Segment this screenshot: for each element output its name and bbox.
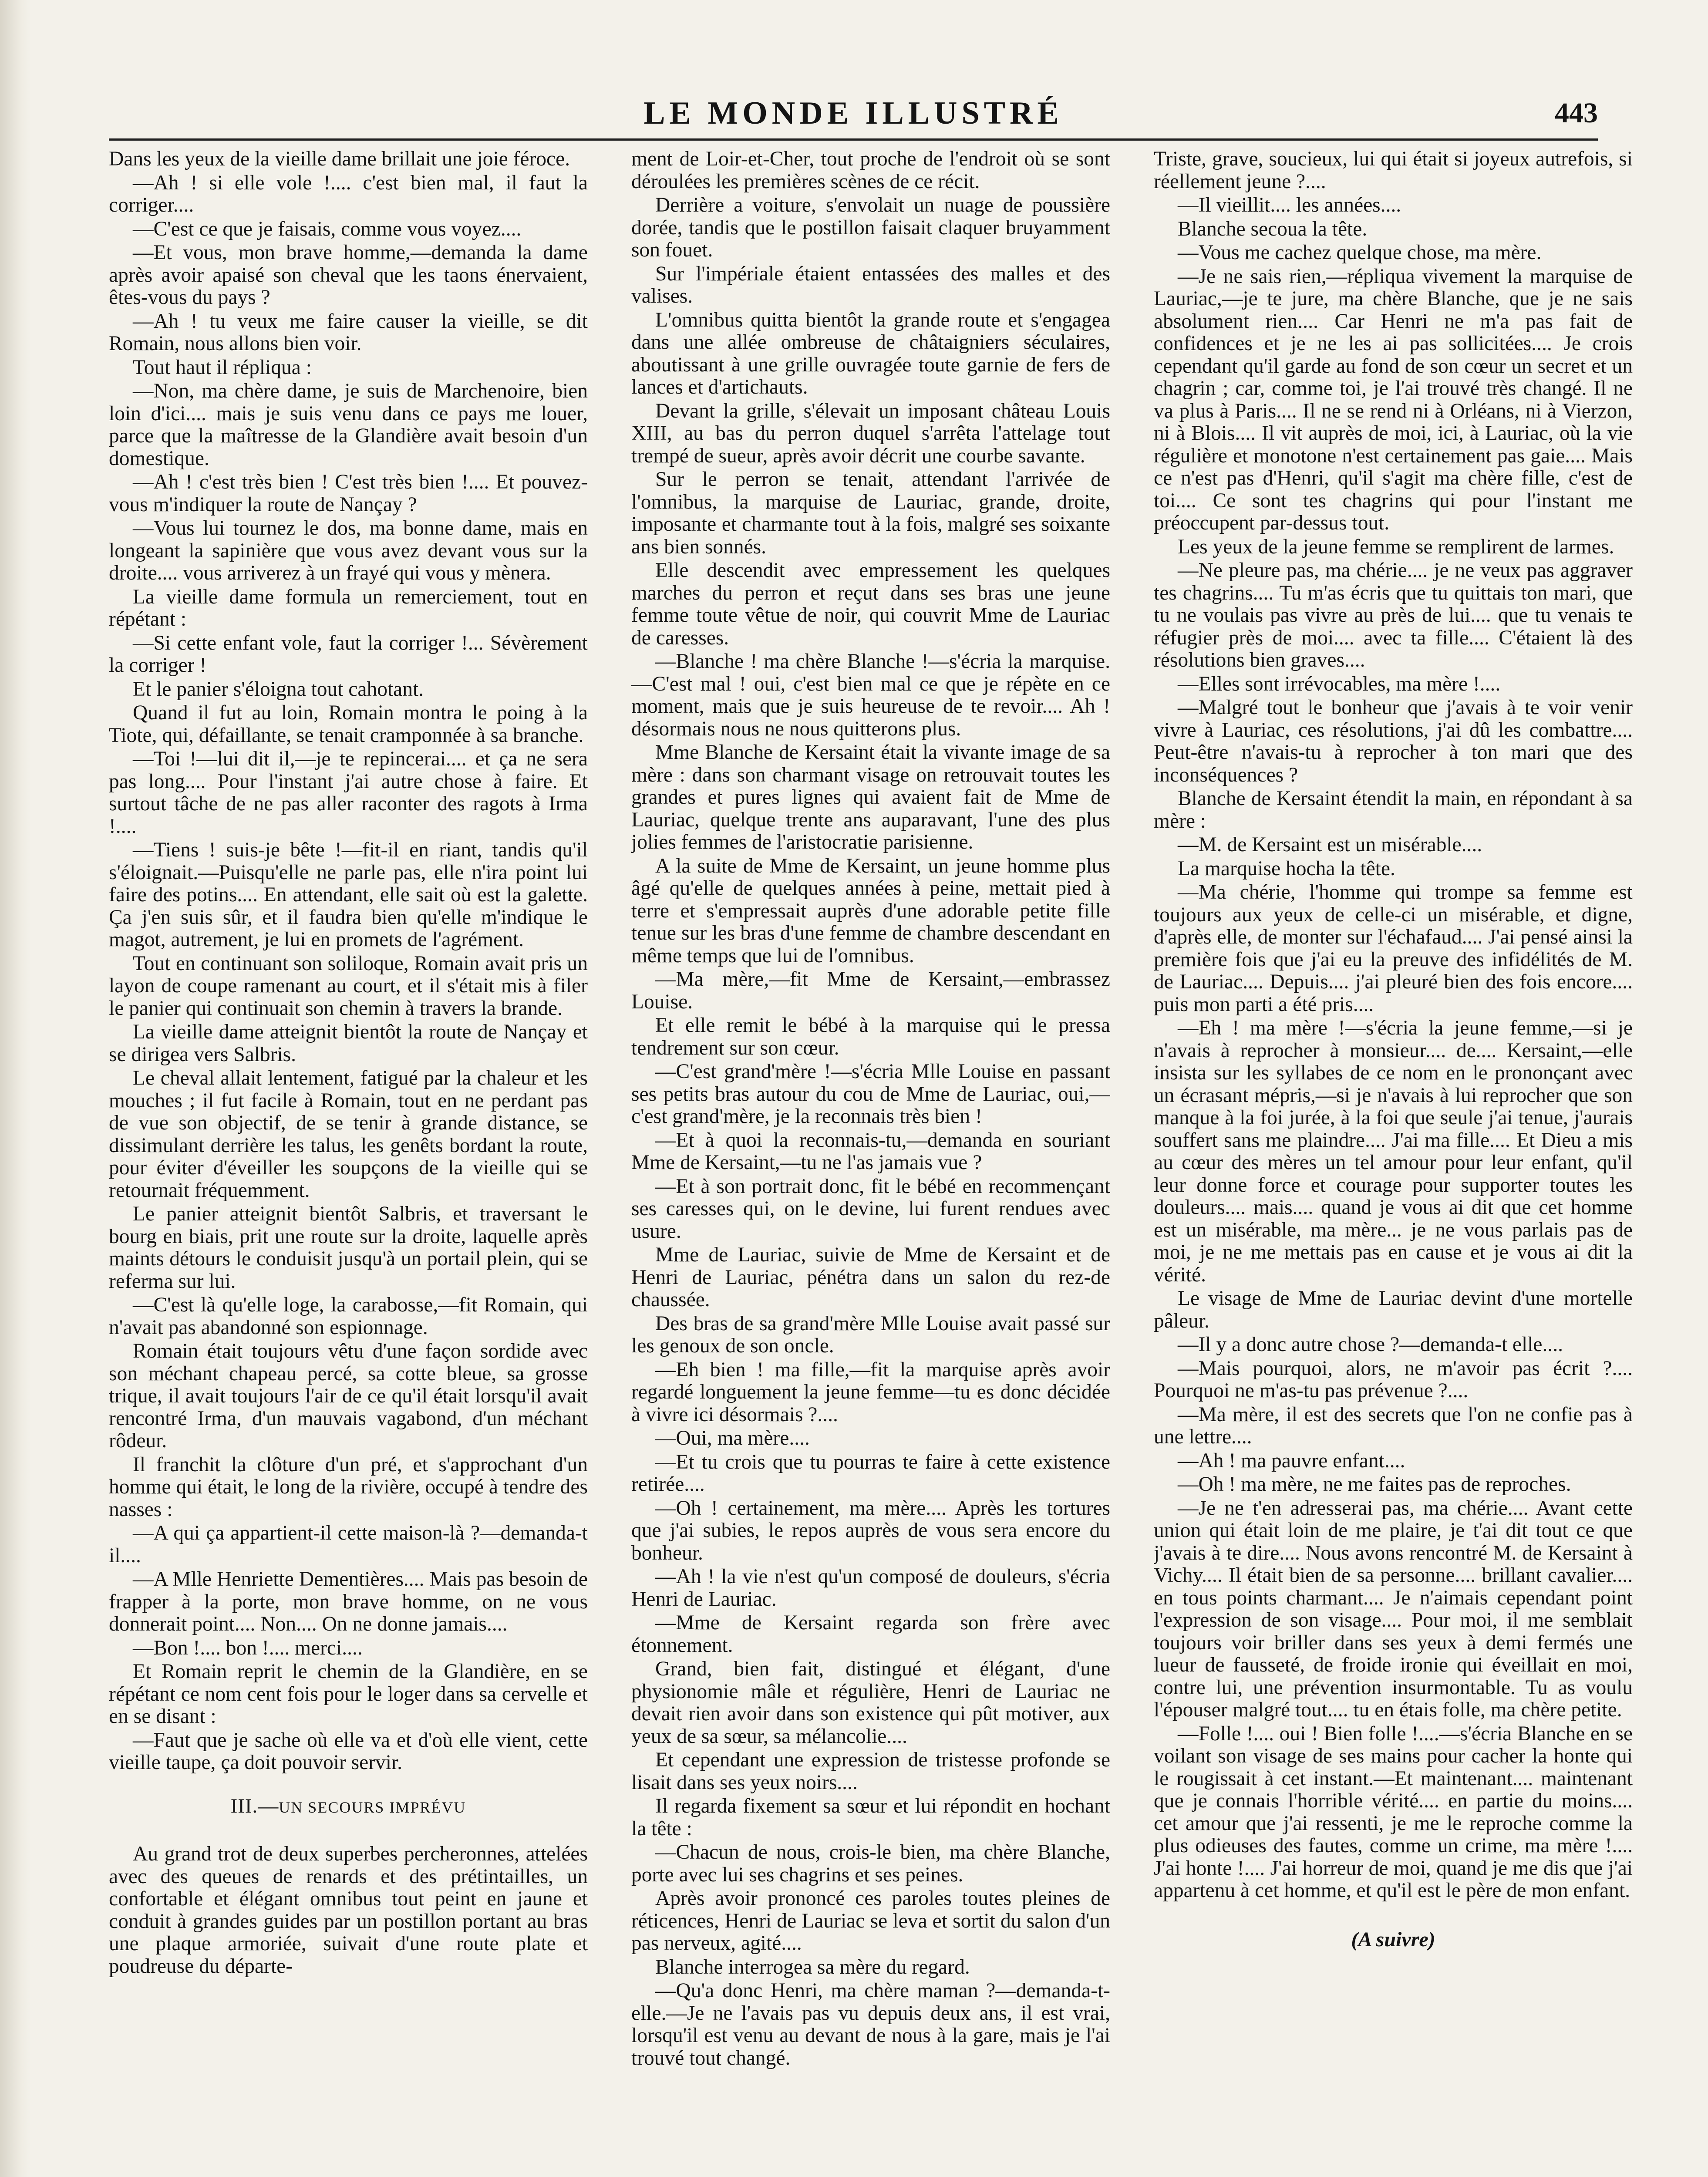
- paragraph: —C'est grand'mère !—s'écria Mlle Louise en passant ses petits bras autour du cou de Mme de Lauriac, oui,—c'est grand'mère, je la reconnais très bien !: [631, 1060, 1110, 1128]
- paragraph: —Si cette enfant vole, faut la corriger !... Sévèrement la corriger !: [109, 631, 588, 677]
- paragraph: —Vous lui tournez le dos, ma bonne dame, mais en longeant la sapinière que vous avez devant vous sur la droite.... vous arriverez à un frayé qui vous y mènera.: [109, 517, 588, 584]
- paragraph: —C'est là qu'elle loge, la carabosse,—fit Romain, qui n'avait pas abandonné son espionnage.: [109, 1294, 588, 1339]
- column-2: [631, 148, 1110, 2177]
- paragraph: —Ma chérie, l'homme qui trompe sa femme est toujours aux yeux de celle-ci un misérable, et digne, d'après elle, de monter sur l'échafaud.... J'ai pensé ainsi la première fois que j'ai eu la preuve des infidélités de M. de Lauriac.... Depuis.... j'ai pleuré bien des fois encore.... puis mon parti a été pris....: [1154, 881, 1633, 1016]
- paragraph: —Tiens ! suis-je bête !—fit-il en riant, tandis qu'il s'éloignait.—Puisqu'elle ne parle pas, elle n'ira point lui faire des potins.... En attendant, elle sait où est la galette. Ça j'en suis sûr, et il faudra bien qu'elle m'indique le magot, autrement, je lui en promets de l'agrément.: [109, 839, 588, 951]
- paragraph: Il franchit la clôture d'un pré, et s'approchant d'un homme qui était, le long de la rivière, occupé à tendre des nasses :: [109, 1453, 588, 1521]
- header-rule: [109, 138, 1598, 141]
- paragraph: —Malgré tout le bonheur que j'avais à te voir venir vivre à Lauriac, ces résolutions, j'ai dû les combattre.... Peut-être n'avais-tu à reprocher à ton mari que des inconséquences ?: [1154, 696, 1633, 786]
- paragraph: Le panier atteignit bientôt Salbris, et traversant le bourg en biais, prit une route sur la droite, laquelle après maints détours le conduisit jusqu'à un portail plein, qui se referma sur lui.: [109, 1203, 588, 1293]
- paragraph: —Ah ! tu veux me faire causer la vieille, se dit Romain, nous allons bien voir.: [109, 310, 588, 355]
- paragraph: —Il y a donc autre chose ?—demanda-t elle....: [1178, 1333, 1563, 1356]
- paragraph: —Oh ! certainement, ma mère.... Après les tortures que j'ai subies, le repos auprès de vous sera encore du bonheur.: [631, 1496, 1110, 1564]
- scan-edge: [0, 0, 30, 2177]
- paragraph: —Et à quoi la reconnais-tu,—demanda en souriant Mme de Kersaint,—tu ne l'as jamais vue ?: [631, 1129, 1110, 1174]
- paragraph: —Ah ! la vie n'est qu'un composé de douleurs, s'écria Henri de Lauriac.: [631, 1565, 1110, 1611]
- column-2-paragraphs: [631, 148, 1110, 2069]
- paragraph: —Ma mère, il est des secrets que l'on ne confie pas à une lettre....: [1154, 1403, 1633, 1448]
- paragraph: La vieille dame formula un remerciement, tout en répétant :: [109, 585, 588, 630]
- paragraph: A la suite de Mme de Kersaint, un jeune homme plus âgé qu'elle de quelques années à peine, mettait pied à terre et s'empressait auprès d'une adorable petite fille tenue sur les bras d'une femme de chambre descendant en même temps que lui de l'omnibus.: [631, 854, 1110, 967]
- paragraph: —Il vieillit.... les années....: [1178, 194, 1401, 216]
- paragraph: —Mme de Kersaint regarda son frère avec étonnement.: [631, 1611, 1110, 1657]
- column-3: [1154, 148, 1633, 2177]
- section-number: III.—: [230, 1794, 279, 1817]
- paragraph: Des bras de sa grand'mère Mlle Louise avait passé sur les genoux de son oncle.: [631, 1312, 1110, 1357]
- paragraph: Grand, bien fait, distingué et élégant, d'une physionomie mâle et régulière, Henri de Lauriac ne devait rien avoir dans son existence qui pût motiver, aux yeux de sa sœur, sa mélancolie....: [631, 1658, 1110, 1748]
- paragraph: —Vous me cachez quelque chose, ma mère.: [1178, 241, 1542, 264]
- paragraph: Tout en continuant son soliloque, Romain avait pris un layon de coupe ramenant au court, et il s'était mis à filer le panier qui continuait son chemin à travers la brande.: [109, 952, 588, 1020]
- paragraph: Et Romain reprit le chemin de la Glandière, en se répétant ce nom cent fois pour le loger dans sa cervelle et en se disant :: [109, 1660, 588, 1728]
- paragraph: Et le panier s'éloigna tout cahotant.: [133, 677, 424, 701]
- paragraph: —Et vous, mon brave homme,—demanda la dame après avoir apaisé son cheval que les taons énervaient, êtes-vous du pays ?: [109, 241, 588, 309]
- paragraph: Elle descendit avec empressement les quelques marches du perron et reçut dans ses bras une jeune femme toute vêtue de noir, qui couvrit Mme de Lauriac de caresses.: [631, 559, 1110, 649]
- paragraph: Blanche secoua la tête.: [1178, 217, 1368, 240]
- paragraph: —Chacun de nous, crois-le bien, ma chère Blanche, porte avec lui ses chagrins et ses peines.: [631, 1841, 1110, 1886]
- paragraph: —Non, ma chère dame, je suis de Marchenoire, bien loin d'ici.... mais je suis venu dans ce pays me louer, parce que la maîtresse de la Glandière avait besoin d'un domestique.: [109, 380, 588, 470]
- paragraph: ment de Loir-et-Cher, tout proche de l'endroit où se sont déroulées les premières scènes de ce récit.: [631, 148, 1110, 193]
- paragraph: Sur l'impériale étaient entassées des malles et des valises.: [631, 262, 1110, 307]
- paragraph: —Elles sont irrévocables, ma mère !....: [1178, 672, 1501, 695]
- section-title: UN SECOURS IMPRÉVU: [279, 1798, 466, 1816]
- paragraph: —Blanche ! ma chère Blanche !—s'écria la marquise.—C'est mal ! oui, c'est bien mal ce que je répète en ce moment, mais que je suis heureuse de te revoir.... Ah ! désormais nous ne nous quitterons plus.: [631, 650, 1110, 740]
- paragraph: Sur le perron se tenait, attendant l'arrivée de l'omnibus, la marquise de Lauriac, grande, droite, imposante et charmante tout à la fois, malgré ses soixante ans bien sonnés.: [631, 468, 1110, 558]
- page-header: [109, 94, 1598, 135]
- paragraph: Dans les yeux de la vieille dame brillait une joie féroce.: [109, 148, 570, 170]
- paragraph: Mme de Lauriac, suivie de Mme de Kersaint et de Henri de Lauriac, pénétra dans un salon du rez-de chaussée.: [631, 1244, 1110, 1311]
- paragraph: Romain était toujours vêtu d'une façon sordide avec son méchant chapeau percé, sa cotte bleue, sa grosse trique, il avait toujours l'air de ce qu'il était lorsqu'il avait rencontré Irma, d'un mauvais vagabond, d'un méchant rôdeur.: [109, 1340, 588, 1452]
- paragraph: Derrière a voiture, s'envolait un nuage de poussière dorée, tandis que le postillon faisait claquer bruyamment son fouet.: [631, 194, 1110, 261]
- paragraph: Après avoir prononcé ces paroles toutes pleines de réticences, Henri de Lauriac se leva et sortit du salon d'un pas nerveux, agité....: [631, 1887, 1110, 1955]
- paragraph: —C'est ce que je faisais, comme vous voyez....: [133, 217, 522, 240]
- paragraph: —Ne pleure pas, ma chérie.... je ne veux pas aggraver tes chagrins.... Tu m'as écris que tu quittais ton mari, que tu ne voulais pas vivre au près de lui.... que tu venais te réfugier près de moi.... avec ta fille.... C'étaient là des résolutions bien graves....: [1154, 559, 1633, 671]
- paragraph: —Je ne sais rien,—répliqua vivement la marquise de Lauriac,—je te jure, ma chère Blanche, que je ne sais absolument rien.... Car Henri ne m'a pas fait de confidences et je ne les ai pas sollicitées.... Je crois cependant qu'il garde au fond de son cœur un secret et un chagrin ; car, comme toi, je l'ai trouvé très changé. Il ne va plus à Paris.... Il ne se rend ni à Orléans, ni à Vierzon, ni à Blois.... Il vit auprès de moi, ici, à Lauriac, où la vie régulière et monotone n'est certainement pas gaie.... Mais ce n'est pas d'Henri, qu'il s'agit ma chère fille, c'est de toi.... Ce sont tes chagrins qui pour l'instant me préoccupent par-dessus tout.: [1154, 265, 1633, 534]
- paragraph: Blanche interrogea sa mère du regard.: [655, 1955, 970, 1978]
- paragraph: —Folle !.... oui ! Bien folle !....—s'écria Blanche en se voilant son visage de ses mains pour cacher la honte qui le rougissait à cet instant.—Et maintenant.... maintenant que je connais l'horrible vérité.... en partie du moins.... cet amour que j'ai ressenti, je me le reproche comme la plus odieuses des fautes, comme un crime, ma mère !.... J'ai honte !.... J'ai horreur de moi, quand je me dis que j'ai appartenu à cet homme, et qu'il est le père de mon enfant.: [1154, 1722, 1633, 1902]
- paragraph: —Oui, ma mère....: [655, 1427, 810, 1449]
- paragraph: Le cheval allait lentement, fatigué par la chaleur et les mouches ; il fut facile à Romain, tout en ne perdant pas de vue son objectif, de se tenir à grande distance, se dissimulant derrière les talus, les genêts bordant la route, pour éviter d'éveiller les soupçons de la vieille qui se retournait fréquemment.: [109, 1067, 588, 1202]
- paragraph: —Oh ! ma mère, ne me faites pas de reproches.: [1178, 1473, 1571, 1496]
- paragraph: Devant la grille, s'élevait un imposant château Louis XIII, au bas du perron duquel s'arrêta l'attelage tout trempé de sueur, après avoir décrit une courbe savante.: [631, 399, 1110, 467]
- paragraph: —Mais pourquoi, alors, ne m'avoir pas écrit ?.... Pourquoi ne m'as-tu pas prévenue ?....: [1154, 1357, 1633, 1402]
- paragraph: La marquise hocha la tête.: [1178, 857, 1395, 880]
- paragraph: Mme Blanche de Kersaint était la vivante image de sa mère : dans son charmant visage on retrouvait toutes les grandes et pures lignes qui avaient fait de Mme de Lauriac, quelque trente ans auparavant, l'une des plus jolies femmes de l'aristocratie parisienne.: [631, 741, 1110, 853]
- paragraph: Blanche de Kersaint étendit la main, en répondant à sa mère :: [1154, 787, 1633, 832]
- paragraph: —Je ne t'en adresserai pas, ma chérie.... Avant cette union qui était loin de me plaire, je t'ai dit tout ce que j'avais à te dire.... Nous avons rencontré M. de Kersaint à Vichy.... Il était bien de sa personne.... brillant cavalier.... en tous points charmant.... Je n'aimais cependant point l'expression de son visage.... Pour moi, il me semblait toujours voir briller dans ses yeux à demi fermés une lueur de fausseté, de froide ironie qui éveillait en moi, contre lui, une prévention insurmontable. Tu as voulu l'épouser malgré tout.... tu en étais folle, ma chère petite.: [1154, 1496, 1633, 1721]
- newspaper-title: LE MONDE ILLUSTRÉ: [643, 95, 1063, 131]
- paragraph: Il regarda fixement sa sœur et lui répondit en hochant la tête :: [631, 1795, 1110, 1840]
- paragraph: Tout haut il répliqua :: [133, 356, 312, 379]
- paragraph: La vieille dame atteignit bientôt la route de Nançay et se dirigea vers Salbris.: [109, 1021, 588, 1066]
- paragraph: —Ah ! ma pauvre enfant....: [1178, 1449, 1405, 1472]
- paragraph: Les yeux de la jeune femme se remplirent de larmes.: [1178, 535, 1614, 558]
- paragraph: —Qu'a donc Henri, ma chère maman ?—demanda-t-elle.—Je ne l'avais pas vu depuis deux ans, il est vrai, lorsqu'il est venu au devant de nous à la gare, mais je l'ai trouvé tout changé.: [631, 1979, 1110, 2069]
- paragraph: —Eh bien ! ma fille,—fit la marquise après avoir regardé longuement la jeune femme—tu es donc décidée à vivre ici désormais ?....: [631, 1358, 1110, 1426]
- paragraph: —Ma mère,—fit Mme de Kersaint,—embrassez Louise.: [631, 968, 1110, 1013]
- paragraph: Au grand trot de deux superbes percheronnes, attelées avec des queues de renards et des prétintailles, un confortable et élégant omnibus tout peint en jaune et conduit à grandes guides par un postillon portant au bras une plaque armoriée, suivait d'une route plate et poudreuse du départe-: [109, 1843, 588, 1978]
- paragraph: —Et tu crois que tu pourras te faire à cette existence retirée....: [631, 1450, 1110, 1496]
- paragraph: —Ah ! si elle vole !.... c'est bien mal, il faut la corriger....: [109, 171, 588, 216]
- paragraph: —A qui ça appartient-il cette maison-là ?—demanda-t il....: [109, 1522, 588, 1567]
- column-1-after-heading: [109, 1843, 588, 1978]
- paragraph: —A Mlle Henriette Dementières.... Mais pas besoin de frapper à la porte, mon brave homme, on ne vous donnerait point.... Non.... On ne donne jamais....: [109, 1568, 588, 1635]
- paragraph: —Et à son portrait donc, fit le bébé en recommençant ses caresses qui, on le devine, lui furent rendues avec usure.: [631, 1175, 1110, 1243]
- paragraph: —Bon !.... bon !.... merci....: [133, 1636, 363, 1659]
- paragraph: Et cependant une expression de tristesse profonde se lisait dans ses yeux noirs....: [631, 1749, 1110, 1794]
- paragraph: Le visage de Mme de Lauriac devint d'une mortelle pâleur.: [1154, 1287, 1633, 1332]
- column-1-paragraphs: [109, 148, 588, 1774]
- column-1: [109, 148, 588, 2177]
- paragraph: —Toi !—lui dit il,—je te repincerai.... et ça ne sera pas long.... Pour l'instant j'ai autre chose à faire. Et surtout tâche de ne pas aller raconter des ragots à Irma !....: [109, 748, 588, 838]
- paragraph: —Ah ! c'est très bien ! C'est très bien !.... Et pouvez-vous m'indiquer la route de Nançay ?: [109, 471, 588, 516]
- paragraph: —Eh ! ma mère !—s'écria la jeune femme,—si je n'avais à reprocher à monsieur.... de.... Kersaint,—elle insista sur les syllabes de ce nom en le prononçant avec un écrasant mépris,—si je n'avais à lui reprocher que son manque à la foi jurée, à la foi que seule j'ai tenue, j'aurais souffert sans me plaindre.... J'ai ma fille.... Et Dieu a mis au cœur des mères un tel amour pour leur enfant, qu'il leur donne force et courage pour supporter toutes les douleurs.... mais.... quand je vous ai dit que cet homme est un misérable, ma mère... je ne vous parlais pas de moi, je ne me mettais pas en cause et je vous ai dit la vérité.: [1154, 1017, 1633, 1286]
- paragraph: Triste, grave, soucieux, lui qui était si joyeux autrefois, si réellement jeune ?....: [1154, 148, 1633, 193]
- to-be-continued: (A suivre): [1351, 1928, 1435, 1951]
- paragraph: —Faut que je sache où elle va et d'où elle vient, cette vieille taupe, ça doit pouvoir servir.: [109, 1729, 588, 1774]
- page-number: 443: [1555, 97, 1598, 129]
- paragraph: L'omnibus quitta bientôt la grande route et s'engagea dans une allée ombreuse de châtaigniers séculaires, aboutissant à une grille ouvragée toute garnie de fers de lances et d'artichauts.: [631, 308, 1110, 398]
- paragraph: Quand il fut au loin, Romain montra le poing à la Tiote, qui, défaillante, se tenait cramponnée à sa branche.: [109, 701, 588, 747]
- paragraph: —M. de Kersaint est un misérable....: [1178, 833, 1482, 856]
- column-3-paragraphs: [1154, 148, 1633, 1902]
- section-heading: [109, 1795, 588, 1819]
- paragraph: Et elle remit le bébé à la marquise qui le pressa tendrement sur son cœur.: [631, 1014, 1110, 1059]
